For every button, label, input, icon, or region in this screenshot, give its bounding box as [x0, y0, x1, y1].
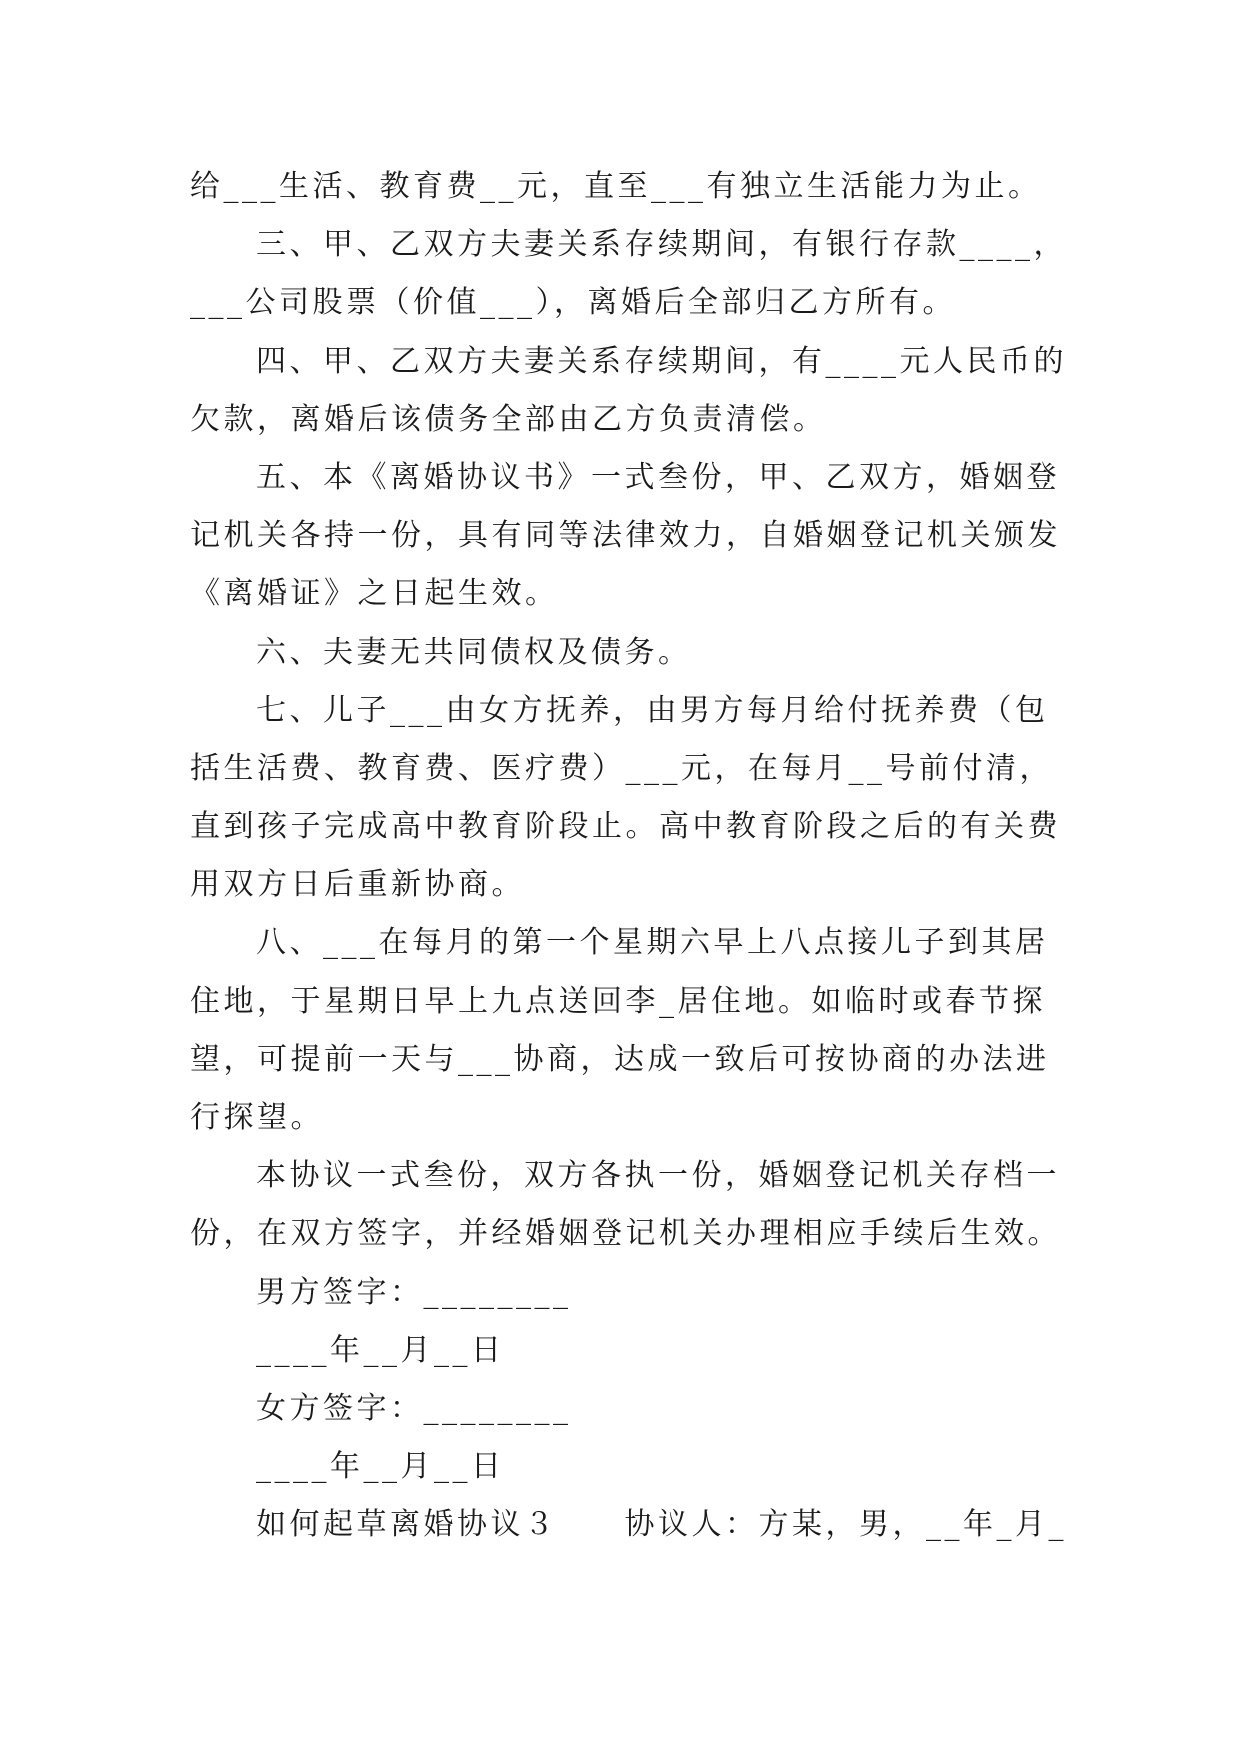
text-line: 份，在双方签字，并经婚姻登记机关办理相应手续后生效。 [190, 1216, 1061, 1252]
section-heading-line: 如何起草离婚协议３ 协议人：方某，男，__年_月_ [256, 1507, 1067, 1543]
female-signature-line: 女方签字：________ [256, 1390, 572, 1426]
text-line: 给___生活、教育费__元，直至___有独立生活能力为止。 [190, 169, 1042, 204]
clause-three-line: 三、甲、乙双方夫妻关系存续期间，有银行存款____， [256, 227, 1067, 263]
male-signature-line: 男方签字：________ [256, 1274, 572, 1310]
text-line: 欠款，离婚后该债务全部由乙方负责清偿。 [190, 401, 827, 437]
document-body [190, 158, 1070, 1555]
text-line: 住地，于星期日早上九点送回李_居住地。如临时或春节探 [190, 983, 1046, 1019]
text-line: 直到孩子完成高中教育阶段止。高中教育阶段之后的有关费 [190, 809, 1061, 845]
clause-five-line: 五、本《离婚协议书》一式叁份，甲、乙双方，婚姻登 [256, 459, 1060, 495]
female-date-line: ____年__月__日 [256, 1449, 505, 1485]
agreement-copies-line: 本协议一式叁份，双方各执一份，婚姻登记机关存档一 [256, 1158, 1060, 1194]
text-line: 记机关各持一份，具有同等法律效力，自婚姻登记机关颁发 [190, 518, 1061, 554]
text-line: ___公司股票（价值___），离婚后全部归乙方所有。 [190, 285, 956, 321]
text-line: 括生活费、教育费、医疗费）___元，在每月__号前付清， [190, 750, 1053, 786]
clause-four-line: 四、甲、乙双方夫妻关系存续期间，有____元人民币的 [256, 343, 1067, 379]
clause-eight-line: 八、___在每月的第一个星期六早上八点接儿子到其居 [256, 925, 1049, 961]
text-line: 用双方日后重新协商。 [190, 867, 525, 903]
clause-six-line: 六、夫妻无共同债权及债务。 [256, 634, 692, 670]
text-line: 行探望。 [190, 1100, 324, 1135]
text-line: 《离婚证》之日起生效。 [190, 576, 559, 612]
clause-seven-line: 七、儿子___由女方抚养，由男方每月给付抚养费（包 [256, 692, 1049, 728]
text-line: 望，可提前一天与___协商，达成一致后可按协商的办法进 [190, 1041, 1050, 1077]
male-date-line: ____年__月__日 [256, 1332, 505, 1368]
